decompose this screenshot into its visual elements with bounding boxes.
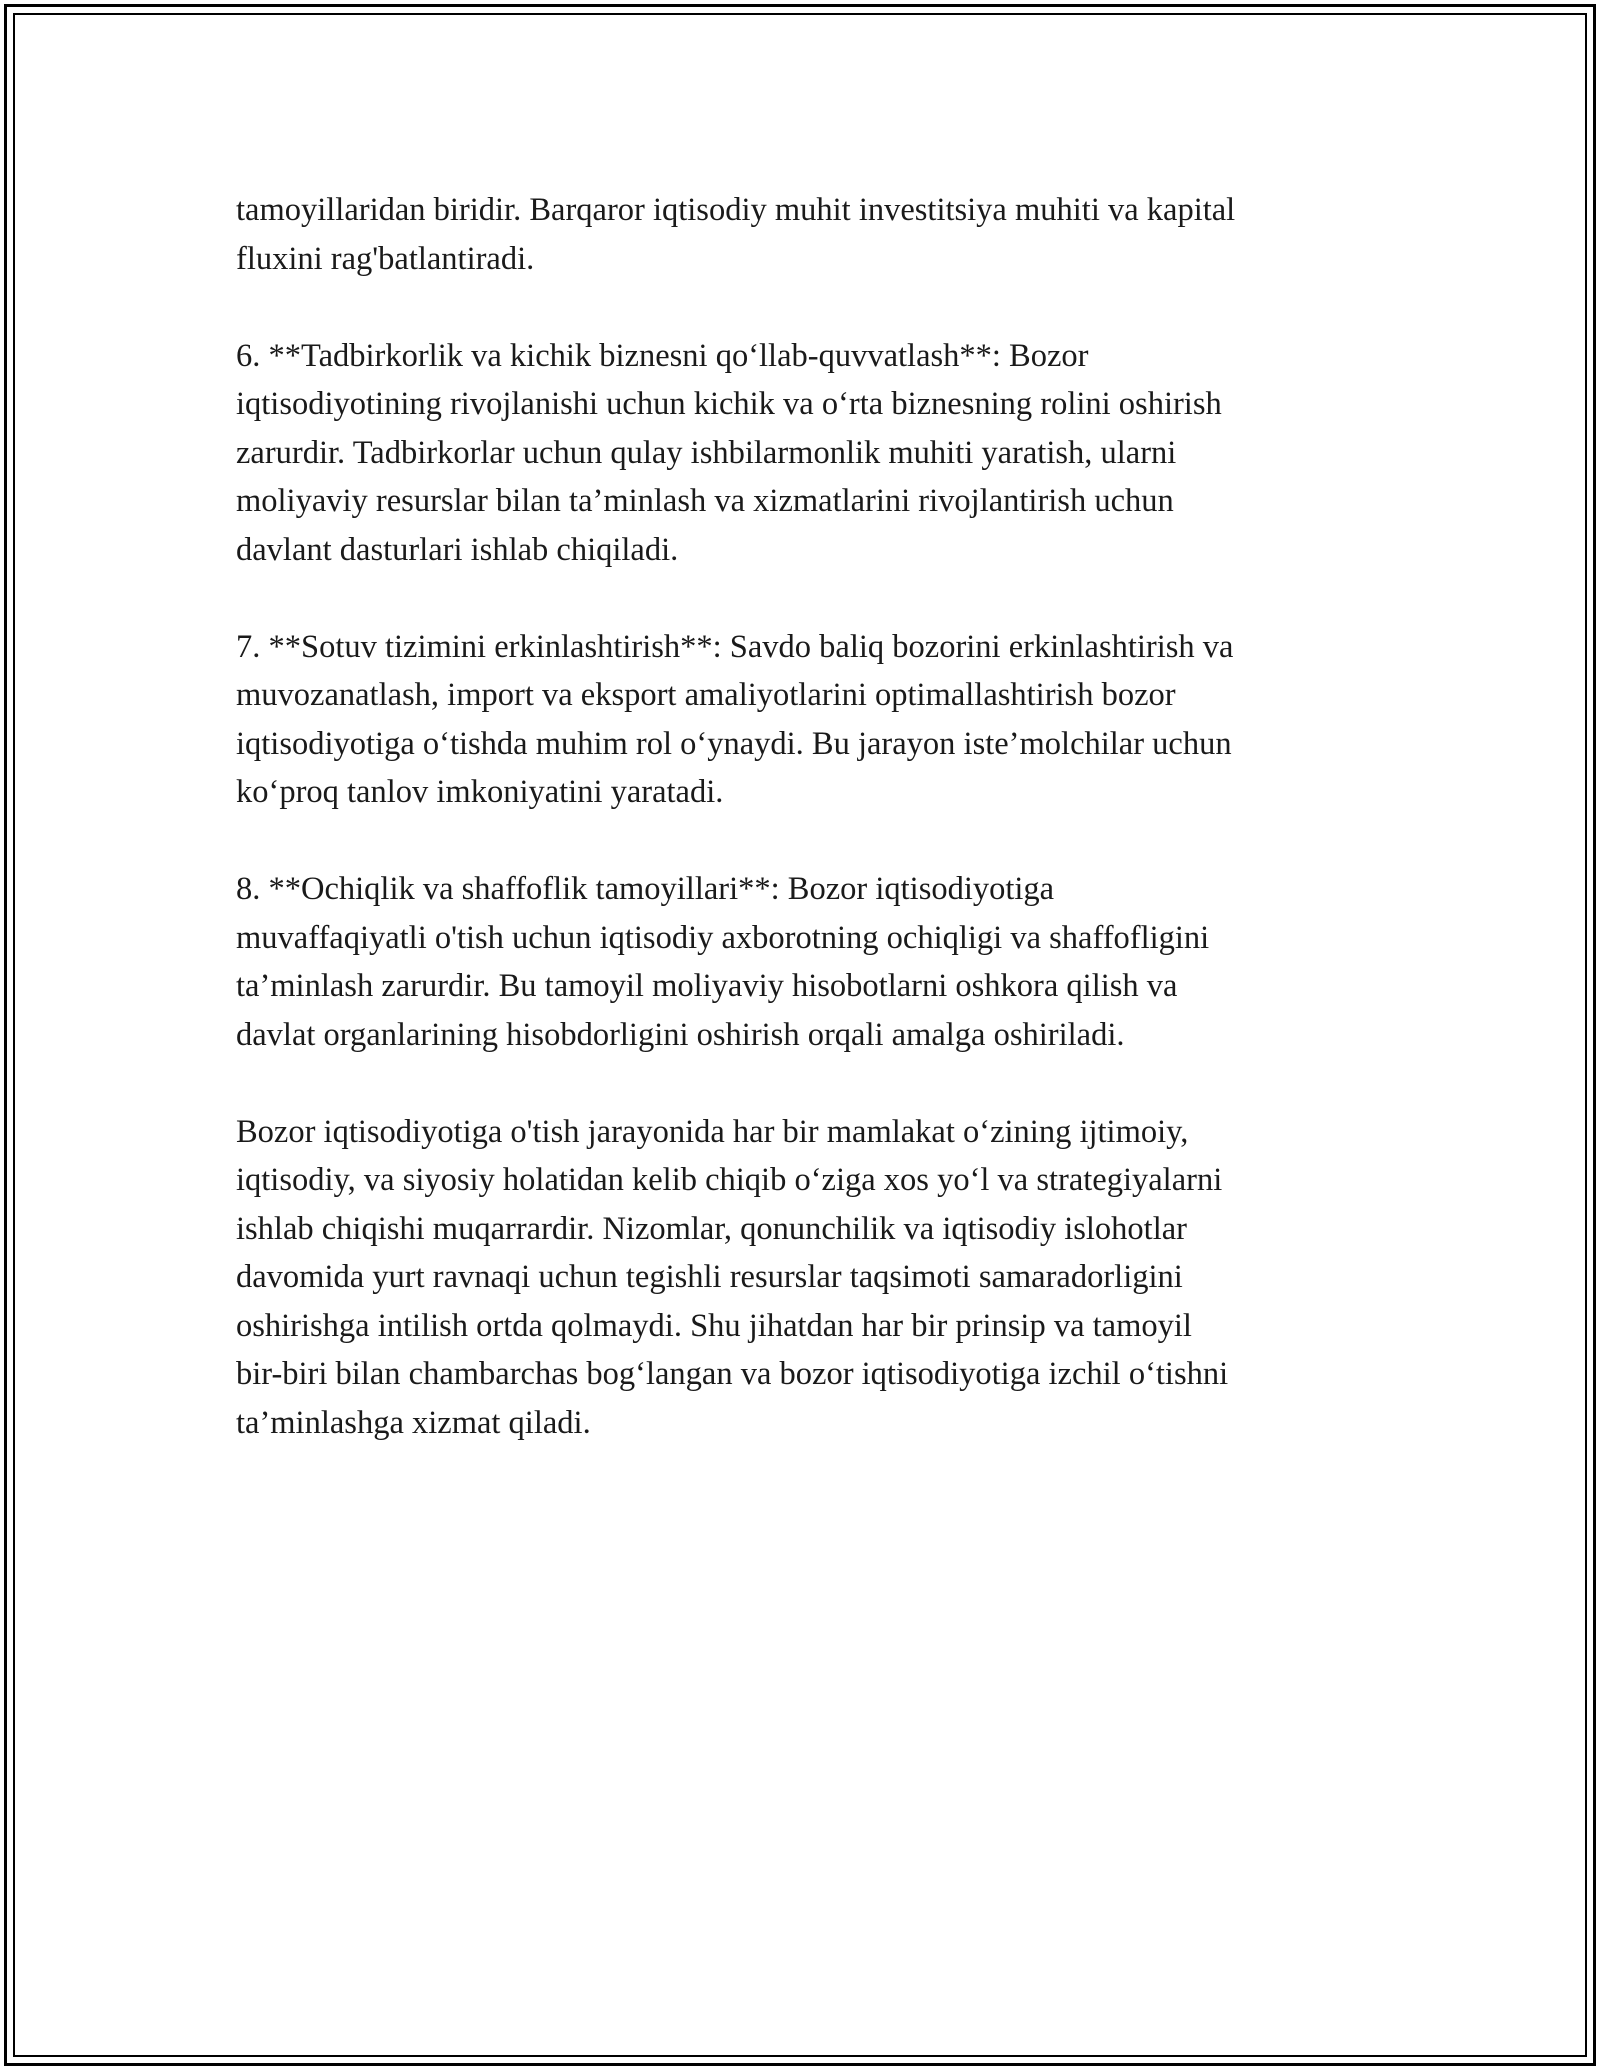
text-line: ko‘proq tanlov imkoniyatini yaratadi. [236, 774, 724, 810]
text-line: davlat organlarining hisobdorligini oshirish orqali amalga oshiriladi. [236, 1016, 1125, 1053]
text-line: davlant dasturlari ishlab chiqiladi. [236, 531, 679, 568]
text-line: fluxini rag'batlantiradi. [236, 240, 535, 277]
text-line: zarurdir. Tadbirkorlar uchun qulay ishbilarmonlik muhiti yaratish, ularni [236, 434, 1177, 471]
text-line: muvozanatlash, import va eksport amaliyotlarini optimallashtirish bozor [236, 677, 1176, 713]
paragraph-conclusion [236, 1108, 1386, 1448]
paragraph-item-6 [236, 332, 1386, 575]
text-line: bir-biri bilan chambarchas bog‘langan va bozor iqtisodiyotiga izchil o‘tishni [236, 1356, 1229, 1392]
text-line: 8. **Ochiqlik va shaffoflik tamoyillari**: Bozor iqtisodiyotiga [236, 871, 1055, 907]
text-line: iqtisodiyotiga o‘tishda muhim rol o‘ynaydi. Bu jarayon iste’molchilar uchun [236, 725, 1232, 762]
text-line: ta’minlashga xizmat qiladi. [236, 1404, 591, 1441]
text-line: iqtisodiyotining rivojlanishi uchun kichik va o‘rta biznesning rolini oshirish [236, 386, 1222, 422]
paragraph-item-7 [236, 623, 1386, 817]
document-body [236, 186, 1386, 1496]
text-line: ishlab chiqishi muqarrardir. Nizomlar, qonunchilik va iqtisodiy islohotlar [236, 1210, 1187, 1247]
text-line: iqtisodiy, va siyosiy holatidan kelib chiqib o‘ziga xos yo‘l va strategiyalarni [236, 1162, 1223, 1198]
text-line: oshirishga intilish ortda qolmaydi. Shu jihatdan har bir prinsip va tamoyil [236, 1307, 1192, 1344]
text-line: moliyaviy resurslar bilan ta’minlash va xizmatlarini rivojlantirish uchun [236, 483, 1174, 519]
text-line: tamoyillaridan biridir. Barqaror iqtisodiy muhit investitsiya muhiti va kapital [236, 192, 1236, 228]
text-line: davomida yurt ravnaqi uchun tegishli resurslar taqsimoti samaradorligini [236, 1259, 1183, 1295]
paragraph-continuation [236, 186, 1386, 283]
text-line: muvaffaqiyatli o'tish uchun iqtisodiy axborotning ochiqligi va shaffofligini [236, 919, 1210, 956]
text-line: 7. **Sotuv tizimini erkinlashtirish**: Savdo baliq bozorini erkinlashtirish va [236, 628, 1234, 665]
text-line: ta’minlash zarurdir. Bu tamoyil moliyaviy hisobotlarni oshkora qilish va [236, 968, 1178, 1004]
paragraph-item-8 [236, 865, 1386, 1059]
text-line: Bozor iqtisodiyotiga o'tish jarayonida har bir mamlakat o‘zining ijtimoiy, [236, 1113, 1189, 1150]
text-line: 6. **Tadbirkorlik va kichik biznesni qo‘llab-quvvatlash**: Bozor [236, 337, 1089, 374]
